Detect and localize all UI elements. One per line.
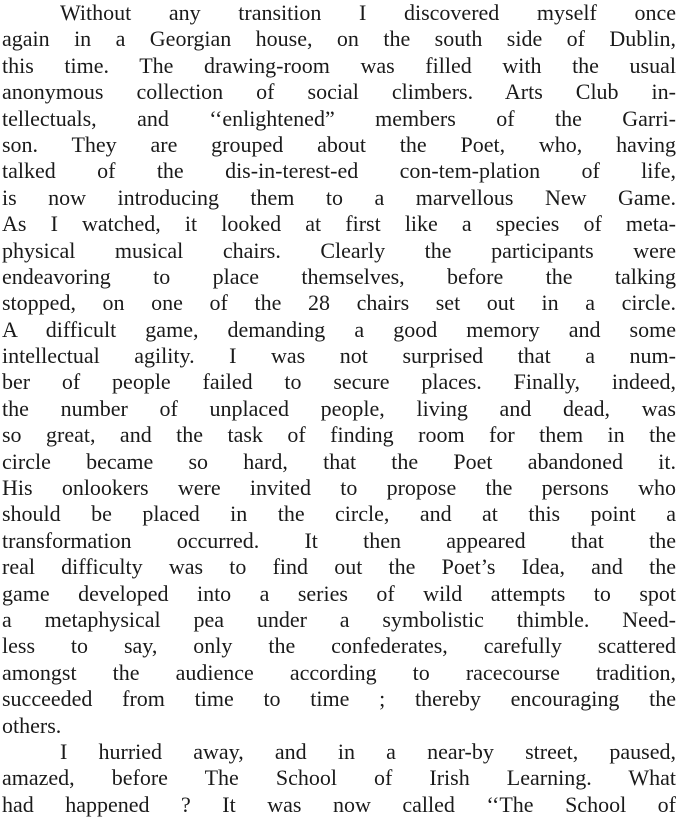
- text-line: a metaphysical pea under a symbolistic thimble. Need-: [2, 606, 676, 632]
- text-line: transformation occurred. It then appeared that the: [2, 527, 676, 553]
- text-line: talked of the dis-in-terest-ed con-tem-plation of life,: [2, 158, 676, 184]
- text-line: physical musical chairs. Clearly the participants were: [2, 237, 676, 263]
- text-line: As I watched, it looked at first like a species of meta-: [2, 211, 676, 237]
- text-line: stopped, on one of the 28 chairs set out in a circle.: [2, 290, 676, 316]
- document-page: [2, 0, 676, 818]
- text-line: had happened ? It was now called ‘‘The School of: [2, 791, 676, 817]
- text-line: others.: [2, 712, 62, 738]
- text-line: the number of unplaced people, living and dead, was: [2, 395, 676, 421]
- text-line: A difficult game, demanding a good memory and some: [2, 316, 676, 342]
- text-line: ber of people failed to secure places. Finally, indeed,: [2, 369, 676, 395]
- text-line: again in a Georgian house, on the south side of Dublin,: [2, 26, 676, 52]
- text-line: succeeded from time to time ; thereby encouraging the: [2, 686, 676, 712]
- text-line: so great, and the task of finding room for them in the: [2, 422, 676, 448]
- text-line: I hurried away, and in a near-by street, paused,: [60, 738, 676, 764]
- text-line: circle became so hard, that the Poet abandoned it.: [2, 448, 676, 474]
- paragraph-2: [2, 739, 676, 818]
- text-line: is now introducing them to a marvellous New Game.: [2, 184, 676, 210]
- text-line: son. They are grouped about the Poet, who, having: [2, 131, 676, 157]
- text-line: amongst the audience according to racecourse tradition,: [2, 659, 676, 685]
- text-line: endeavoring to place themselves, before the talking: [2, 263, 676, 289]
- text-line: game developed into a series of wild attempts to spot: [2, 580, 676, 606]
- text-line: intellectual agility. I was not surprised that a num-: [2, 343, 676, 369]
- text-line: His onlookers were invited to propose the persons who: [2, 475, 676, 501]
- text-line: less to say, only the confederates, carefully scattered: [2, 633, 676, 659]
- text-line: this time. The drawing-room was filled with the usual: [2, 52, 676, 78]
- text-line: tellectuals, and ‘‘enlightened” members of the Garri-: [2, 105, 676, 131]
- paragraph-1: [2, 0, 676, 739]
- text-line: amazed, before The School of Irish Learning. What: [2, 765, 676, 791]
- text-line: real difficulty was to find out the Poet’s Idea, and the: [2, 554, 676, 580]
- text-line: should be placed in the circle, and at this point a: [2, 501, 676, 527]
- text-line: anonymous collection of social climbers. Arts Club in-: [2, 79, 676, 105]
- text-line: Without any transition I discovered myself once: [60, 0, 676, 25]
